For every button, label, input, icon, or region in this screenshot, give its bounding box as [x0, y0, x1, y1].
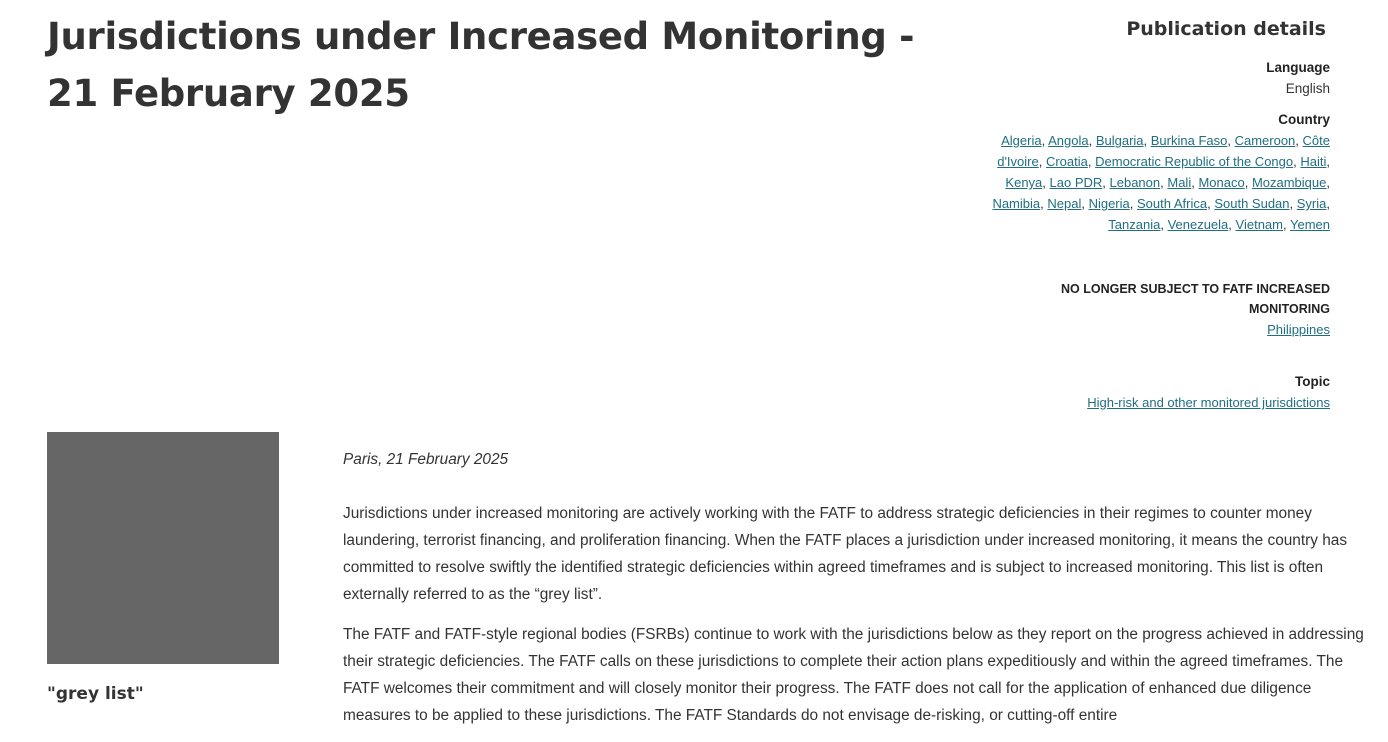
country-link-monaco[interactable]: Monaco — [1198, 175, 1245, 190]
publication-details-heading: Publication details — [1126, 18, 1326, 40]
image-caption: "grey list" — [47, 684, 144, 704]
no-longer-block — [990, 279, 1330, 340]
no-longer-label: NO LONGER SUBJECT TO FATF INCREASED MONITORING — [1060, 282, 1330, 316]
country-link-nigeria[interactable]: Nigeria — [1088, 196, 1130, 211]
country-link-cameroon[interactable]: Cameroon — [1234, 133, 1296, 148]
article-image — [47, 432, 279, 664]
country-block — [990, 110, 1330, 235]
article-body — [343, 446, 1373, 742]
publication-details — [990, 14, 1330, 413]
country-link-venezuela[interactable]: Venezuela — [1167, 217, 1229, 232]
no-longer-country-list — [990, 319, 1330, 340]
country-list: Algeria, Angola, Bulgaria, Burkina Faso, Cameroon, Côte d'Ivoire, Croatia, Democratic Republic of the Congo, Haiti, Kenya, Lao PDR, Lebanon, Mali, Monaco, Mozambique, Namibia, Nepal, Nigeria, South Africa, South Sudan, Syria, Tanzania, Venezuela, Vietnam, Yemen — [992, 133, 1330, 232]
country-link-kenya[interactable]: Kenya — [1005, 175, 1043, 190]
country-link-yemen[interactable]: Yemen — [1290, 217, 1330, 232]
country-link-algeria[interactable]: Algeria — [1001, 133, 1042, 148]
topic-link[interactable]: High-risk and other monitored jurisdictions — [1087, 395, 1330, 410]
language-block — [990, 58, 1330, 99]
language-label: Language — [1266, 60, 1330, 75]
topic-label: Topic — [1295, 374, 1330, 389]
article-paragraph: The FATF and FATF-style regional bodies (FSRBs) continue to work with the jurisdictions below as they report on the progress achieved in addressing their strategic deficiencies. The FATF calls on these jurisdictions to complete their action plans expeditiously and within the agreed timeframes. The FATF welcomes their commitment and will closely monitor their progress. The FATF does not call for the application of enhanced due diligence measures to be applied to these jurisdictions. The FATF Standards do not envisage de-risking, or cutting-off entire — [343, 626, 1364, 724]
dateline: Paris, 21 February 2025 — [343, 451, 509, 468]
country-link-south-sudan[interactable]: South Sudan — [1214, 196, 1290, 211]
country-link-angola[interactable]: Angola — [1048, 133, 1089, 148]
country-link-lao-pdr[interactable]: Lao PDR — [1049, 175, 1103, 190]
topic-block — [990, 372, 1330, 413]
country-link-mozambique[interactable]: Mozambique — [1251, 175, 1327, 190]
country-link-mali[interactable]: Mali — [1167, 175, 1192, 190]
country-link-namibia[interactable]: Namibia — [992, 196, 1041, 211]
country-link-syria[interactable]: Syria — [1296, 196, 1327, 211]
country-link-c-te-d-ivoire[interactable]: Côte d'Ivoire — [997, 133, 1330, 169]
no-longer-country-link-philippines[interactable]: Philippines — [1267, 322, 1330, 337]
country-link-bulgaria[interactable]: Bulgaria — [1095, 133, 1144, 148]
article-paragraph: Jurisdictions under increased monitoring are actively working with the FATF to address strategic deficiencies in their regimes to counter money laundering, terrorist financing, and proliferation financing. When the FATF places a jurisdiction under increased monitoring, it means the country has committed to resolve swiftly the identified strategic deficiencies within agreed timeframes and is subject to increased monitoring. This list is often externally referred to as the “grey list”. — [343, 505, 1348, 603]
country-link-nepal[interactable]: Nepal — [1047, 196, 1082, 211]
country-link-democratic-republic-of-the-congo[interactable]: Democratic Republic of the Congo — [1095, 154, 1294, 169]
country-label: Country — [1278, 112, 1330, 127]
country-link-burkina-faso[interactable]: Burkina Faso — [1150, 133, 1228, 148]
country-link-lebanon[interactable]: Lebanon — [1109, 175, 1161, 190]
country-link-vietnam[interactable]: Vietnam — [1235, 217, 1283, 232]
country-link-haiti[interactable]: Haiti — [1300, 154, 1327, 169]
country-link-croatia[interactable]: Croatia — [1045, 154, 1088, 169]
language-value: English — [1285, 81, 1330, 96]
country-link-south-africa[interactable]: South Africa — [1136, 196, 1208, 211]
country-link-tanzania[interactable]: Tanzania — [1108, 217, 1161, 232]
page-title: Jurisdictions under Increased Monitoring - 21 February 2025 — [47, 15, 915, 115]
